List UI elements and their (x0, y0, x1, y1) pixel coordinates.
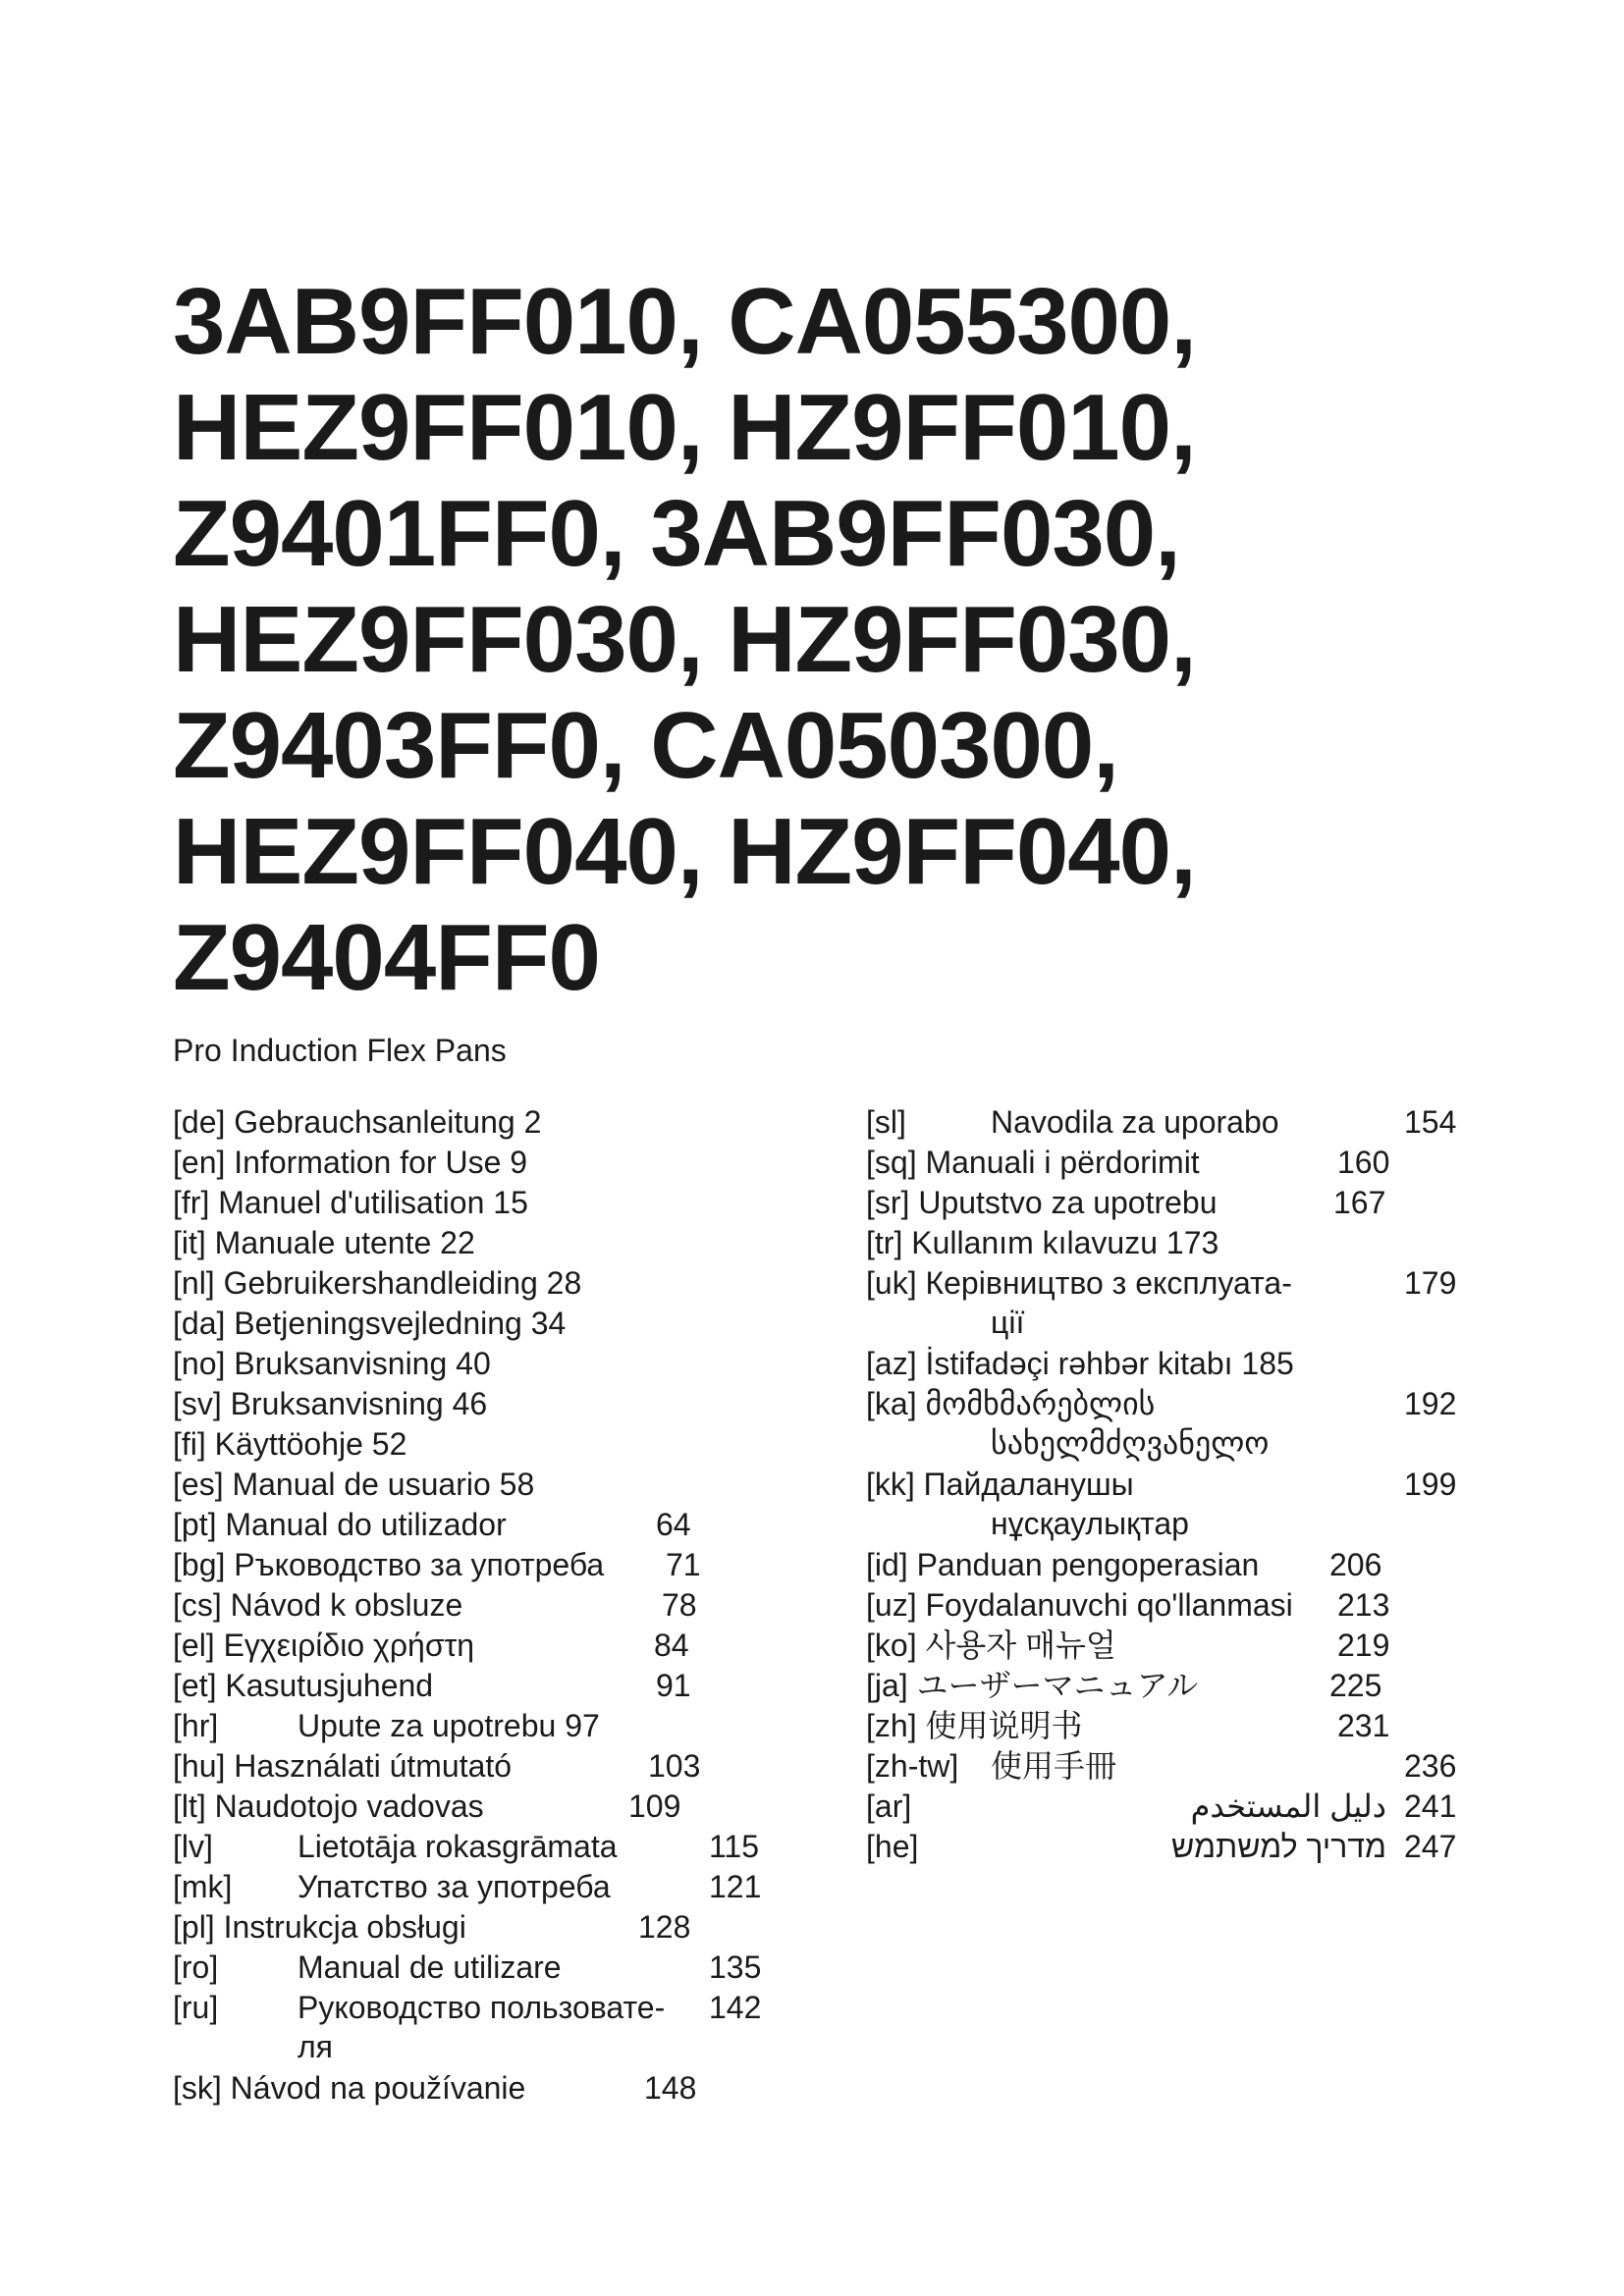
toc-page-number: 115 (709, 1829, 760, 1864)
toc-entry-text: [it] Manuale utente 22 (173, 1225, 475, 1260)
toc-left-column (173, 1102, 782, 2109)
toc-page-number: 231 (1337, 1708, 1390, 1743)
toc-page-number: 142 (709, 1990, 762, 2025)
toc-entry-sv (173, 1384, 782, 1424)
toc-page-number: 199 (1404, 1467, 1457, 1502)
toc-page-number: 128 (638, 1909, 691, 1945)
toc-entry-zh-tw (866, 1746, 1465, 1787)
toc-entry-title: Upute za upotrebu 97 (298, 1708, 600, 1743)
toc-entry-ro (173, 1948, 782, 1988)
toc-entry-et (173, 1666, 782, 1706)
toc-entry-kk (866, 1465, 1465, 1545)
toc-entry-el (173, 1626, 782, 1666)
toc-entry-text: [sq] Manuali i përdorimit (866, 1145, 1200, 1180)
toc-entry-pt (173, 1505, 782, 1545)
toc-entry-nl (173, 1263, 782, 1304)
toc-entry-text-line: [kk] Пайдаланушы (866, 1467, 1134, 1502)
toc-right-column (866, 1102, 1465, 1867)
toc-entry-da (173, 1304, 782, 1344)
toc-entry-text (866, 1263, 1292, 1342)
toc-page-number: 109 (628, 1789, 681, 1824)
toc-language-code: [sl] (866, 1104, 906, 1140)
toc-language-code: [ro] (173, 1949, 219, 1985)
toc-entry-no (173, 1344, 782, 1384)
toc-entry-id (866, 1545, 1465, 1585)
model-line: HEZ9FF010, HZ9FF010, (173, 375, 1196, 480)
toc-entry-text: [lt] Naudotojo vadovas (173, 1789, 484, 1824)
toc-entry-uz (866, 1585, 1465, 1626)
toc-entry-title-line: Руководство пользовате- (298, 1990, 666, 2025)
toc-entry-text: [sk] Návod na používanie (173, 2070, 526, 2106)
toc-entry-ja (866, 1666, 1465, 1706)
toc-entry-tr (866, 1223, 1465, 1263)
toc-entry-text: [zh] 使用说明书 (866, 1708, 1083, 1743)
toc-entry-text: [et] Kasutusjuhend (173, 1668, 434, 1703)
toc-entry-uk (866, 1263, 1465, 1344)
toc-page-number: 213 (1337, 1587, 1390, 1623)
toc-entry-text: [ko] 사용자 매뉴얼 (866, 1628, 1116, 1663)
toc-entry-text: [uz] Foydalanuvchi qo'llanmasi (866, 1587, 1293, 1623)
toc-page-number: 103 (648, 1748, 701, 1784)
toc-entry-mk (173, 1867, 782, 1907)
toc-entry-title-line: ля (298, 2029, 333, 2064)
toc-language-code: [mk] (173, 1869, 233, 1904)
toc-page-number: 148 (644, 2070, 697, 2106)
toc-entry-sq (866, 1143, 1465, 1183)
toc-page-number: 167 (1333, 1185, 1386, 1220)
toc-entry-text: [az] İstifadəçi rəhbər kitabı 185 (866, 1346, 1294, 1381)
toc-entry-sr (866, 1183, 1465, 1223)
toc-entry-text: [el] Εγχειρίδιο χρήστη (173, 1628, 474, 1663)
toc-entry-text: [fi] Käyttöohje 52 (173, 1426, 407, 1462)
toc-language-code: [zh-tw] (866, 1748, 959, 1784)
toc-page-number: 84 (654, 1628, 689, 1663)
toc-entry-title: Lietotāja rokasgrāmata (298, 1829, 618, 1864)
toc-page-number: 236 (1404, 1748, 1457, 1784)
toc-entry-title (298, 1988, 665, 2066)
toc-entry-title: מדריך למשתמש (1171, 1829, 1386, 1864)
toc-entry-he (866, 1827, 1465, 1867)
toc-entry-cs (173, 1585, 782, 1626)
toc-page-number: 121 (709, 1869, 762, 1904)
toc-page-number: 247 (1404, 1829, 1457, 1864)
toc-entry-lv (173, 1827, 782, 1867)
toc-entry-ka (866, 1384, 1465, 1465)
toc-entry-text: [en] Information for Use 9 (173, 1145, 528, 1180)
toc-page-number: 225 (1329, 1668, 1382, 1703)
toc-entry-es (173, 1465, 782, 1505)
toc-entry-text: [pl] Instrukcja obsługi (173, 1909, 466, 1945)
toc-entry-text-line: нұсқаулықтар (991, 1506, 1189, 1541)
toc-page-number: 135 (709, 1949, 762, 1985)
model-line: Z9404FF0 (173, 905, 600, 1010)
toc-entry-text: [pt] Manual do utilizador (173, 1507, 507, 1542)
toc-entry-text-line: [uk] Керівництво з експлуата- (866, 1265, 1292, 1301)
toc-entry-text: [fr] Manuel d'utilisation 15 (173, 1185, 528, 1220)
toc-entry-text (866, 1465, 1189, 1543)
toc-language-code: [hr] (173, 1708, 219, 1743)
toc-entry-text-line: ції (991, 1305, 1025, 1340)
toc-page-number: 179 (1404, 1265, 1457, 1301)
toc-entry-sl (866, 1102, 1465, 1143)
toc-entry-az (866, 1344, 1465, 1384)
toc-entry-text-line: [ka] მომხმარებლის (866, 1386, 1156, 1421)
toc-entry-text: [tr] Kullanım kılavuzu 173 (866, 1225, 1219, 1260)
toc-entry-text: [id] Panduan pengoperasian (866, 1547, 1260, 1582)
toc-language-code: [lv] (173, 1829, 213, 1864)
toc-entry-sk (173, 2068, 782, 2109)
toc-entry-fi (173, 1424, 782, 1465)
toc-entry-text: [sr] Uputstvo za upotrebu (866, 1185, 1218, 1220)
toc-language-code: [ru] (173, 1990, 219, 2025)
toc-entry-ko (866, 1626, 1465, 1666)
toc-language-code: [ar] (866, 1789, 912, 1824)
toc-entry-text-line: სახელმძღვანელო (991, 1425, 1270, 1461)
toc-entry-en (173, 1143, 782, 1183)
toc-page-number: 64 (656, 1507, 691, 1542)
toc-entry-lt (173, 1787, 782, 1827)
toc-entry-hu (173, 1746, 782, 1787)
model-line: 3AB9FF010, CA055300, (173, 269, 1196, 374)
toc-entry-hr (173, 1706, 782, 1746)
toc-entry-text: [ja] ユーザーマニュアル (866, 1668, 1199, 1703)
toc-entry-text: [cs] Návod k obsluze (173, 1587, 463, 1623)
toc-entry-text: [de] Gebrauchsanleitung 2 (173, 1104, 542, 1140)
toc-page-number: 154 (1404, 1104, 1457, 1140)
toc-page-number: 241 (1404, 1789, 1457, 1824)
toc-entry-title: Упатство за употреба (298, 1869, 611, 1904)
toc-entry-text: [da] Betjeningsvejledning 34 (173, 1306, 567, 1341)
toc-entry-fr (173, 1183, 782, 1223)
toc-page-number: 219 (1337, 1628, 1390, 1663)
toc-entry-text: [hu] Használati útmutató (173, 1748, 513, 1784)
toc-entry-text: [nl] Gebruikershandleiding 28 (173, 1265, 582, 1301)
toc-entry-it (173, 1223, 782, 1263)
model-line: HEZ9FF040, HZ9FF040, (173, 799, 1196, 904)
toc-entry-ar (866, 1787, 1465, 1827)
toc-entry-title: Manual de utilizare (298, 1949, 562, 1985)
toc-entry-zh (866, 1706, 1465, 1746)
page-title (173, 269, 1449, 1011)
toc-page-number: 206 (1329, 1547, 1382, 1582)
toc-entry-ru (173, 1988, 782, 2068)
toc-language-code: [he] (866, 1829, 919, 1864)
toc-page-number: 160 (1337, 1145, 1390, 1180)
toc-entry-text: [sv] Bruksanvisning 46 (173, 1386, 488, 1421)
model-line: Z9403FF0, CA050300, (173, 693, 1118, 798)
model-line: Z9401FF0, 3AB9FF030, (173, 481, 1180, 586)
toc-entry-title: 使用手冊 (991, 1748, 1117, 1784)
toc-page-number: 192 (1404, 1386, 1457, 1421)
toc-entry-title: دليل المستخدم (1190, 1789, 1386, 1824)
toc-entry-text (866, 1384, 1269, 1463)
model-line: HEZ9FF030, HZ9FF030, (173, 587, 1196, 692)
toc-page-number: 91 (656, 1668, 691, 1703)
toc-entry-text: [bg] Ръководство за употреба (173, 1547, 605, 1582)
toc-entry-text: [es] Manual de usuario 58 (173, 1467, 535, 1502)
toc-page-number: 78 (662, 1587, 697, 1623)
toc-page-number: 71 (666, 1547, 701, 1582)
toc-entry-text: [no] Bruksanvisning 40 (173, 1346, 491, 1381)
toc-entry-bg (173, 1545, 782, 1585)
toc-entry-pl (173, 1907, 782, 1948)
toc-entry-de (173, 1102, 782, 1143)
product-subtitle: Pro Induction Flex Pans (173, 1033, 507, 1068)
toc-entry-title: Navodila za uporabo (991, 1104, 1279, 1140)
